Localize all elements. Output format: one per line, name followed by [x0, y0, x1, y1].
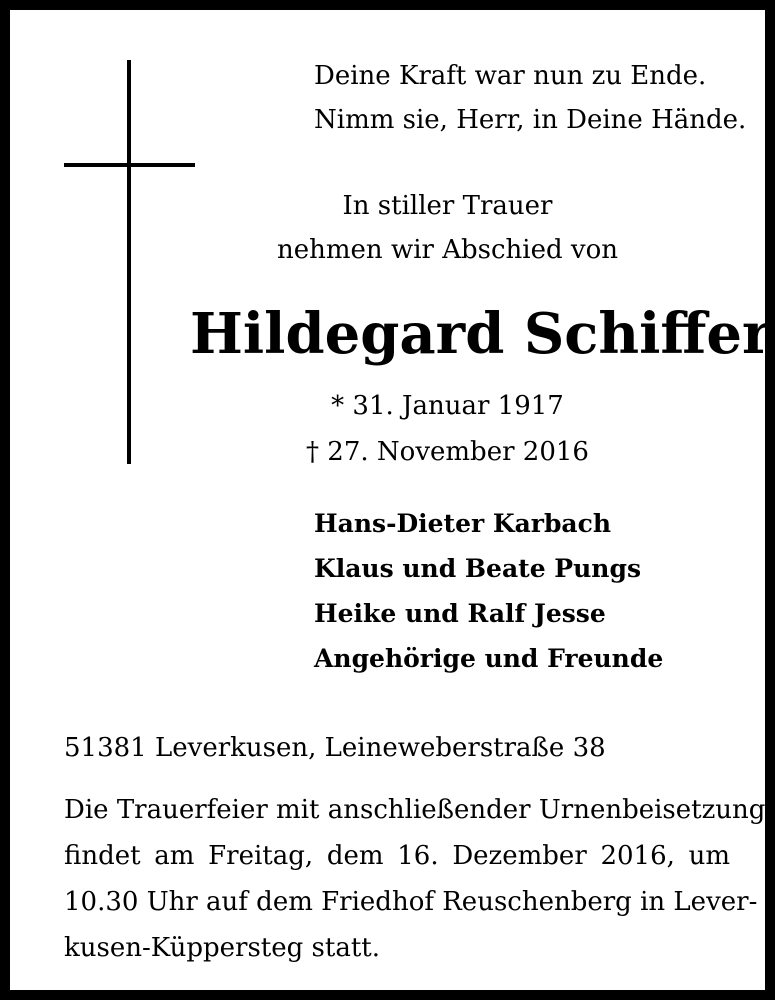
address: 51381 Leverkusen, Leineweberstraße 38: [64, 733, 606, 763]
mourner-name: Hans-Dieter Karbach: [314, 509, 612, 538]
ceremony-line: findet am Freitag, dem 16. Dezember 2016, um: [64, 841, 730, 871]
ceremony-notice: [64, 787, 766, 971]
intro-line-2: nehmen wir Abschied von: [277, 235, 618, 265]
cross-icon: [127, 60, 131, 464]
mourner-name: Klaus und Beate Pungs: [314, 554, 642, 583]
ceremony-line: 10.30 Uhr auf dem Friedhof Reuschenberg in Lever-: [64, 887, 758, 917]
death-date: † 27. November 2016: [306, 437, 589, 467]
mourner-name: Angehörige und Freunde: [314, 644, 664, 673]
intro-line-1: In stiller Trauer: [342, 191, 553, 221]
ceremony-line: kusen-Küppersteg statt.: [64, 933, 380, 963]
mourner-name: Heike und Ralf Jesse: [314, 599, 606, 628]
birth-date: * 31. Januar 1917: [331, 391, 564, 421]
verse-line-1: Deine Kraft war nun zu Ende.: [314, 61, 707, 91]
verse-line-2: Nimm sie, Herr, in Deine Hände.: [314, 105, 747, 135]
ceremony-line: Die Trauerfeier mit anschließender Urnenbeisetzung: [64, 795, 766, 825]
cross-icon-bar: [64, 163, 195, 167]
deceased-name: Hildegard Schiffer: [190, 301, 772, 367]
